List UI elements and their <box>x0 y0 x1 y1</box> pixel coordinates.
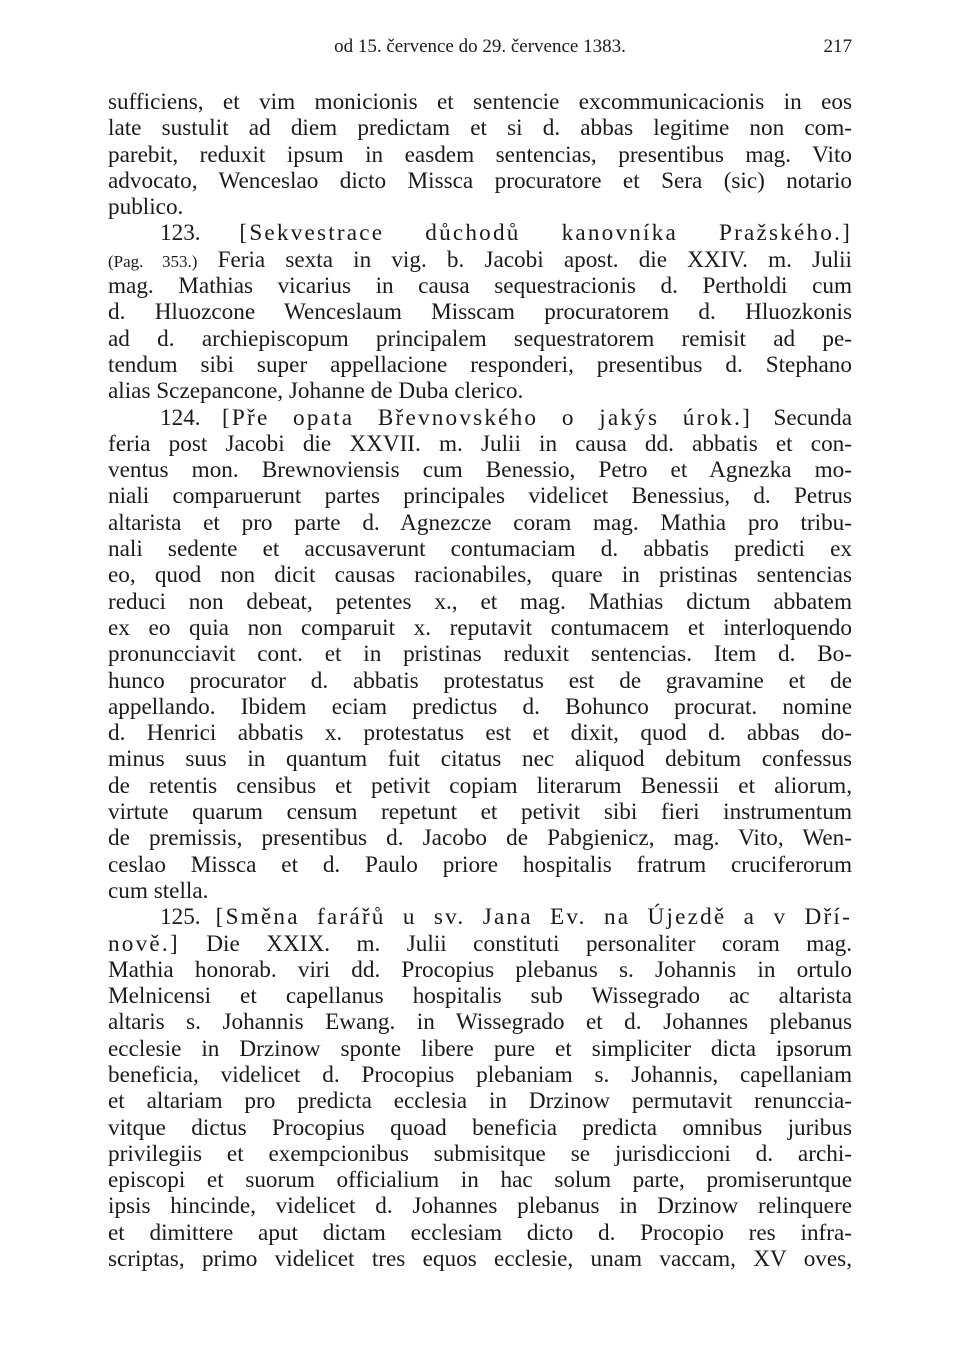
text-line <box>108 1036 852 1062</box>
line-text: reduci non debeat, petentes x., et mag. Mathias dictum abbatem <box>108 588 852 615</box>
line-text: ecclesie in Drzinow sponte libere pure et simpliciter dicta ipsorum <box>108 1035 852 1062</box>
line-text: ipsis hincinde, videlicet d. Johannes plebanus in Drzinow relinquere <box>108 1193 852 1220</box>
entry-heading: nově.] <box>108 930 180 957</box>
text-line <box>108 247 852 273</box>
text-line <box>108 562 852 588</box>
text-line <box>108 720 852 746</box>
text-line <box>108 431 852 457</box>
text-line <box>108 378 852 404</box>
line-text: cum stella. <box>108 877 209 904</box>
line-text: eo, quod non dicit causas racionabiles, quare in pristinas sentencias <box>108 562 852 589</box>
entry-heading: [Sekvestrace důchodů kanovníka Pražského.] <box>239 220 852 247</box>
line-text: virtute quarum censum repetunt et petivit sibi fieri instrumentum <box>108 799 852 826</box>
line-text: niali comparuerunt partes principales videlicet Benessius, d. Petrus <box>108 483 852 510</box>
line-text: appellando. Ibidem eciam predictus d. Bohunco procurat. nomine <box>108 693 852 720</box>
line-text: ad d. archiepiscopum principalem sequestratorem remisit ad pe- <box>108 325 852 352</box>
line-text: mag. Mathias vicarius in causa sequestracionis d. Pertholdi cum <box>108 273 852 300</box>
line-text: ceslao Missca et d. Paulo priore hospitalis fratrum cruciferorum <box>108 851 852 878</box>
entry-heading: [Pře opata Břevnovského o jakýs úrok.] <box>222 404 753 431</box>
entry-number: 124. <box>160 404 201 431</box>
line-text: ex eo quia non comparuit x. reputavit contumacem et interloquendo <box>108 614 852 641</box>
line-text: Melnicensi et capellanus hospitalis sub Wissegrado ac altarista <box>108 983 852 1010</box>
line-text: Secunda <box>773 404 853 431</box>
text-line <box>108 89 852 115</box>
line-text: scriptas, primo videlicet tres equos ecclesie, unam vaccam, XV oves, <box>108 1246 852 1273</box>
line-text: altarista et pro parte d. Agnezcze coram mag. Mathia pro tribu- <box>108 509 852 536</box>
text-line <box>108 510 852 536</box>
text-line <box>108 405 852 431</box>
line-text: Feria sexta in vig. b. Jacobi apost. die XXIV. m. Julii <box>217 246 852 273</box>
text-line <box>108 1088 852 1114</box>
line-text: nali sedente et accusaverunt contumaciam d. abbatis predicti ex <box>108 536 852 563</box>
text-line <box>108 273 852 299</box>
line-text: de retentis censibus et petivit copiam literarum Benessii et aliorum, <box>108 772 852 799</box>
line-text: tendum sibi super appellacione responderi, presentibus d. Stephano <box>108 351 852 378</box>
line-text: privilegiis et exempcionibus submisitque se jurisdiccioni d. archi- <box>108 1140 852 1167</box>
text-line <box>108 1062 852 1088</box>
text-line <box>108 220 852 246</box>
body-text <box>108 89 852 1272</box>
text-line <box>108 352 852 378</box>
text-line <box>108 142 852 168</box>
text-line <box>108 983 852 1009</box>
line-text: advocato, Wenceslao dicto Missca procuratore et Sera (sic) notario <box>108 167 852 194</box>
line-text: sufficiens, et vim monicionis et sentencie excommunicacionis in eos <box>108 89 852 115</box>
line-text: minus suus in quantum fuit citatus nec aliquod debitum confessus <box>108 746 852 773</box>
line-text: alias Sczepancone, Johanne de Duba clerico. <box>108 378 524 405</box>
text-line <box>108 746 852 772</box>
text-line <box>108 1246 852 1272</box>
header-title: od 15. července do 29. července 1383. <box>334 36 626 57</box>
text-line <box>108 878 852 904</box>
entry-heading: [Směna farářů u sv. Jana Ev. na Újezdě a v Dří- <box>215 904 852 931</box>
text-line <box>108 1115 852 1141</box>
page-number: 217 <box>823 36 852 57</box>
text-line <box>108 168 852 194</box>
line-text: ventus mon. Brewnoviensis cum Benessio, Petro et Agnezka mo- <box>108 457 852 484</box>
text-line <box>108 825 852 851</box>
text-line <box>108 589 852 615</box>
line-text: parebit, reduxit ipsum in easdem sentencias, presentibus mag. Vito <box>108 141 852 168</box>
line-text: vitque dictus Procopius quoad beneficia predicta omnibus juribus <box>108 1114 852 1141</box>
entry-number: 125. <box>160 904 201 931</box>
line-text: beneficia, videlicet d. Procopius plebaniam s. Johannis, capellaniam <box>108 1061 852 1088</box>
line-text: late sustulit ad diem predictam et si d. abbas legitime non com- <box>108 115 852 142</box>
text-line <box>108 852 852 878</box>
text-line <box>108 773 852 799</box>
line-text: publico. <box>108 194 184 221</box>
text-line <box>108 326 852 352</box>
text-line <box>108 799 852 825</box>
text-line <box>108 1193 852 1219</box>
text-line <box>108 904 852 930</box>
text-line <box>108 194 852 220</box>
line-text: Mathia honorab. viri dd. Procopius plebanus s. Johannis in ortulo <box>108 956 852 983</box>
line-text: pronuncciavit cont. et in pristinas reduxit sentencias. Item d. Bo- <box>108 641 852 668</box>
text-line <box>108 694 852 720</box>
text-line <box>108 115 852 141</box>
line-text: Die XXIX. m. Julii constituti personaliter coram mag. <box>206 930 853 957</box>
line-text: d. Henrici abbatis x. protestatus est et dixit, quod d. abbas do- <box>108 720 852 747</box>
text-line <box>108 1167 852 1193</box>
text-line <box>108 1009 852 1035</box>
text-line <box>108 1141 852 1167</box>
text-line <box>108 668 852 694</box>
line-text: feria post Jacobi die XXVII. m. Julii in causa dd. abbatis et con- <box>108 430 852 457</box>
text-line <box>108 641 852 667</box>
text-line <box>108 299 852 325</box>
text-line <box>108 1220 852 1246</box>
line-text: altaris s. Johannis Ewang. in Wissegrado et d. Johannes plebanus <box>108 1009 852 1036</box>
running-header <box>108 36 852 66</box>
line-text: episcopi et suorum officialium in hac solum parte, promiseruntque <box>108 1167 852 1194</box>
line-text: d. Hluozcone Wenceslaum Misscam procuratorem d. Hluozkonis <box>108 299 852 326</box>
text-line <box>108 615 852 641</box>
text-line <box>108 457 852 483</box>
line-text: et altariam pro predicta ecclesia in Drzinow permutavit renuncciа- <box>108 1088 852 1115</box>
page-reference: (Pag. 353.) <box>108 251 198 271</box>
line-text: et dimittere aput dictam ecclesiam dicto d. Procopio res infra- <box>108 1219 852 1246</box>
text-line <box>108 536 852 562</box>
entry-number: 123. <box>160 220 201 247</box>
text-line <box>108 931 852 957</box>
text-line <box>108 957 852 983</box>
line-text: de premissis, presentibus d. Jacobo de Pabgienicz, mag. Vito, Wen- <box>108 825 852 852</box>
line-text: hunco procurator d. abbatis protestatus est de gravamine et de <box>108 667 852 694</box>
text-line <box>108 483 852 509</box>
